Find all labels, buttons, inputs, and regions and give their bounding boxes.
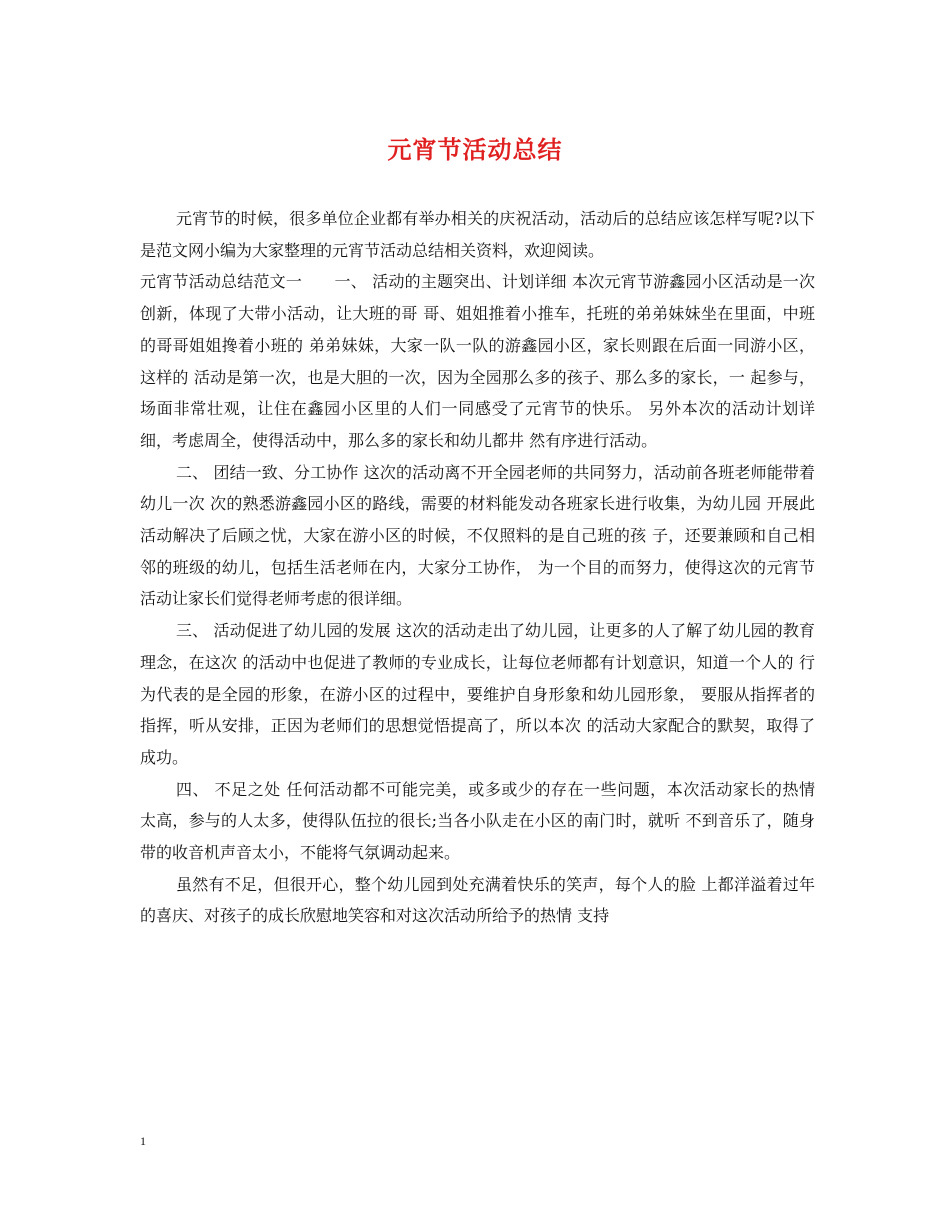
paragraph-section-two: 二、 团结一致、分工协作 这次的活动离不开全园老师的共同努力，活动前各班老师能带着幼儿一次 次的熟悉游鑫园小区的路线，需要的材料能发动各班家长进行收集，为幼儿园 开展此活动解决了后顾之忧，大家在游小区的时候，不仅照料的是自己班的孩 子，还要兼顾和自己相邻的班级的幼儿，包括生活老师在内，大家分工协作， 为一个目的而努力，使得这次的元宵节活动让家长们觉得老师考虑的很详细。	[140, 462, 815, 609]
paragraph-section-one: 元宵节活动总结范文一 一、 活动的主题突出、计划详细 本次元宵节游鑫园小区活动是一次创新，体现了大带小活动，让大班的哥 哥、姐姐推着小推车，托班的弟弟妹妹坐在里面，中班的哥哥姐姐搀着小班的 弟弟妹妹，大家一队一队的游鑫园小区，家长则跟在后面一同游小区，这样的 活动是第一次，也是大胆的一次，因为全园那么多的孩子、那么多的家长，一 起参与，场面非常壮观，让住在鑫园小区里的人们一同感受了元宵节的快乐。 另外本次的活动计划详细，考虑周全，使得活动中，那么多的家长和幼儿都井 然有序进行活动。	[140, 272, 815, 450]
document-body	[140, 203, 815, 932]
paragraph-section-four: 四、 不足之处 任何活动都不可能完美，或多或少的存在一些问题，本次活动家长的热情 太高，参与的人太多，使得队伍拉的很长;当各小队走在小区的南门时，就听 不到音乐了，随身带的收音机声音太小，不能将气氛调动起来。	[140, 779, 815, 863]
page-number: 1	[140, 1134, 146, 1148]
document-title: 元宵节活动总结	[387, 135, 563, 164]
paragraph-closing: 虽然有不足，但很开心，整个幼儿园到处充满着快乐的笑声，每个人的脸 上都洋溢着过年的喜庆、对孩子的成长欣慰地笑容和对这次活动所给予的热情 支持	[140, 874, 815, 926]
paragraph-section-three: 三、 活动促进了幼儿园的发展 这次的活动走出了幼儿园，让更多的人了解了幼儿园的教育理念，在这次 的活动中也促进了教师的专业成长，让每位老师都有计划意识，知道一个人的 行为代表的是全园的形象，在游小区的过程中，要维护自身形象和幼儿园形象， 要服从指挥者的指挥，听从安排，正因为老师们的思想觉悟提高了，所以本次 的活动大家配合的默契，取得了成功。	[140, 621, 815, 767]
paragraph-intro: 元宵节的时候，很多单位企业都有举办相关的庆祝活动，活动后的总结应该怎样写呢?以下是范文网小编为大家整理的元宵节活动总结相关资料，欢迎阅读。	[140, 209, 815, 260]
